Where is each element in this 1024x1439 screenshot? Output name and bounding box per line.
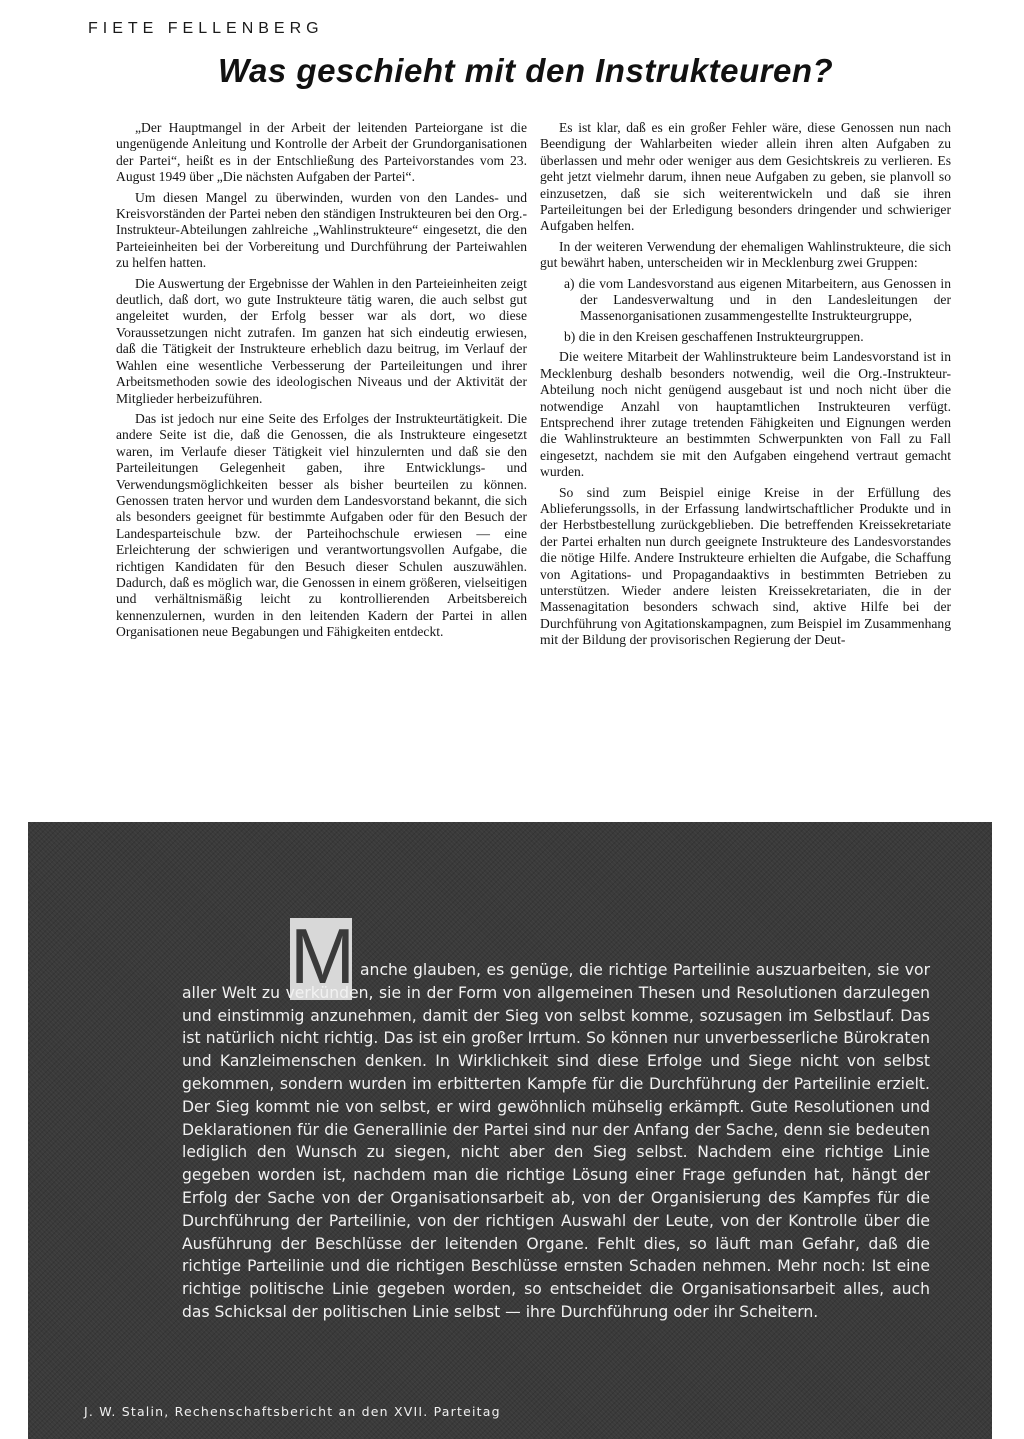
paragraph: Die weitere Mitarbeit der Wahlinstrukteure beim Landesvorstand ist in Mecklenburg deshalb besonders notwendig, weil die Org.-Instrukteur-Abteilung noch nicht genügend ausgebaut ist und noch nicht über die notwendige Anzahl von hauptamtlichen Instrukteuren verfügt. Entsprechend ihrer zutage tretenden Fähigkeiten und Eignungen werden die Wahlinstrukteure an bestimmten Schwerpunkten von Fall zu Fall eingesetzt, nachdem sie mit den Aufgaben eingehend vertraut gemacht wurden. xyxy=(540,349,951,480)
paragraph: So sind zum Beispiel einige Kreise in der Erfüllung des Ablieferungssolls, in der Erfassung landwirtschaftlicher Produkte und in der Herbstbestellung zurückgeblieben. Die betreffenden Kreissekretariate der Partei erhalten nun durch geeignete Instrukteure des Landesvorstandes die nötige Hilfe. Andere Instrukteure erhielten die Aufgabe, die Schaffung von Agitations- und Propagandaaktivs in bestimmten Betrieben zu unterstützen. Wieder andere leisten Kreissekretariaten, die in der Massenagitation besonders schwach sind, aktive Hilfe bei der Durchführung von Agitationskampagnen, zum Beispiel im Zusammenhang mit der Bildung der provisorischen Regierung der Deut- xyxy=(540,484,951,648)
quote-text: anche glauben, es genüge, die richtige Parteilinie auszuarbeiten, sie vor aller Welt zu verkünden, sie in der Form von allgemeinen Thesen und Resolutionen darzulegen und einstimmig anzunehmen, damit der Sieg von selbst komme, sozusagen im Selbstlauf. Das ist natürlich nicht richtig. Das ist ein großer Irrtum. So können nur unverbesserliche Bürokraten und Kanzleimenschen denken. In Wirklichkeit sind diese Erfolge und Siege nicht von selbst gekommen, sondern wurden im erbitterten Kampfe für die Durchführung der Parteilinie erzielt. Der Sieg kommt nie von selbst, er wird gewöhnlich mühselig erkämpft. Gute Resolutionen und Deklarationen für die Generallinie der Partei sind nur der Anfang der Sache, denn sie bedeuten lediglich den Wunsch zu siegen, nicht aber den Sieg selbst. Nachdem eine richtige Linie gegeben worden ist, nachdem man die richtige Lösung einer Frage gefunden hat, hängt der Erfolg der Sache von der Organisationsarbeit ab, von der Organisierung des Kampfes für die Durchführung der Parteilinie, von der richtigen Auswahl der Leute, von der Kontrolle über die Ausführung der Beschlüsse der leitenden Organe. Fehlt dies, so läuft man Gefahr, daß die richtige Parteilinie und die richtigen Beschlüsse ernsten Schaden nehmen. Mehr noch: Ist eine richtige politische Linie gegeben worden, so entscheidet die Organisationsarbeit alles, auch das Schicksal der politischen Linie selbst — ihre Durchführung oder ihr Scheitern. xyxy=(182,961,930,1321)
list-item-b: b) die in den Kreisen geschaffenen Instrukteurgruppen. xyxy=(564,328,864,344)
drop-cap-letter: M xyxy=(290,912,355,1000)
paragraph: Das ist jedoch nur eine Seite des Erfolges der Instrukteurtätigkeit. Die andere Seite ist die, daß die Genossen, die als Instrukteure eingesetzt waren, im Verlaufe dieser Tätigkeit viel hinzulernten und daß sie den Parteileitungen Gelegenheit gaben, ihre Entwicklungs- und Verwendungsmöglichkeiten besser als bisher beurteilen zu können. Genossen traten hervor und wurden dem Landesvorstand bekannt, die sich als besonders geeignet für bestimmte Aufgaben oder für den Besuch der Landesparteischule bzw. der Parteihochschule erwiesen — eine Erleichterung der schwierigen und verantwortungsvollen Aufgabe, die richtigen Kandidaten für den Besuch dieser Schulen auszuwählen. Dadurch, daß es möglich war, die Genossen in einem größeren, vielseitigen und verhältnismäßig leicht zu kontrollierenden Arbeitsbereich kennenzulernen, wurden in den leitenden Kadern der Partei in allen Organisationen neue Begabungen und Fähigkeiten entdeckt. xyxy=(116,410,527,640)
article-title: Was geschieht mit den Instrukteuren? xyxy=(218,52,834,89)
quote-box xyxy=(28,822,992,1439)
author-name: FIETE FELLENBERG xyxy=(88,20,324,37)
paragraph: Die Auswertung der Ergebnisse der Wahlen in den Parteieinheiten zeigt deutlich, daß dort, wo gute Instrukteure tätig waren, die auch selbst gut angeleitet wurden, der Erfolg besser war als dort, wo diese Voraussetzungen nicht zutrafen. Im ganzen hat sich eindeutig erwiesen, daß die Tätigkeit der Instrukteure erheblich dazu beitrug, im Verlauf der Wahlen eine wesentliche Verbesserung der Parteileitungen und ihrer Arbeitsmethoden sowie des ideologischen Niveaus und der Aktivität der Mitglieder herbeizuführen. xyxy=(116,275,527,406)
left-column xyxy=(116,120,527,645)
paragraph: „Der Hauptmangel in der Arbeit der leitenden Parteiorgane ist die ungenügende Anleitung und Kontrolle der Arbeit der Grundorganisationen der Partei“, heißt es in der Entschließung des Parteivorstandes vom 23. August 1949 über „Die nächsten Aufgaben der Partei“. xyxy=(116,120,527,185)
right-column xyxy=(540,120,951,653)
paragraph: Es ist klar, daß es ein großer Fehler wäre, diese Genossen nun nach Beendigung der Wahlarbeiten wieder allein ihren alten Aufgaben zu überlassen und mehr oder weniger aus dem Gesichtskreis zu verlieren. Es geht jetzt vielmehr darum, ihnen neue Aufgaben zu geben, sie planvoll so einzusetzen, daß sie sich weiterentwickeln und daß sie ihren Parteileitungen bei der Erledigung besonders dringender und schwieriger Aufgaben helfen. xyxy=(540,120,951,234)
article-body xyxy=(116,120,976,810)
quote-source: J. W. Stalin, Rechenschaftsbericht an den XVII. Parteitag xyxy=(84,1404,501,1419)
list-item-a: a) die vom Landesvorstand aus eigenen Mitarbeitern, aus Genossen in der Landesverwaltung und in den Landesleitungen der Massenorganisationen zusammengestellte Instrukteurgruppe, xyxy=(564,275,951,324)
paragraph: In der weiteren Verwendung der ehemaligen Wahlinstrukteure, die sich gut bewährt haben, unterscheiden wir in Mecklenburg zwei Gruppen: xyxy=(540,238,951,271)
paragraph: Um diesen Mangel zu überwinden, wurden von den Landes- und Kreisvorständen der Partei neben den ständigen Instrukteuren bei den Org.-Instrukteur-Abteilungen zahlreiche „Wahlinstrukteure“ eingesetzt, die den Parteieinheiten bei der Vorbereitung und Durchführung der Parteiwahlen zu helfen hatten. xyxy=(116,189,527,271)
